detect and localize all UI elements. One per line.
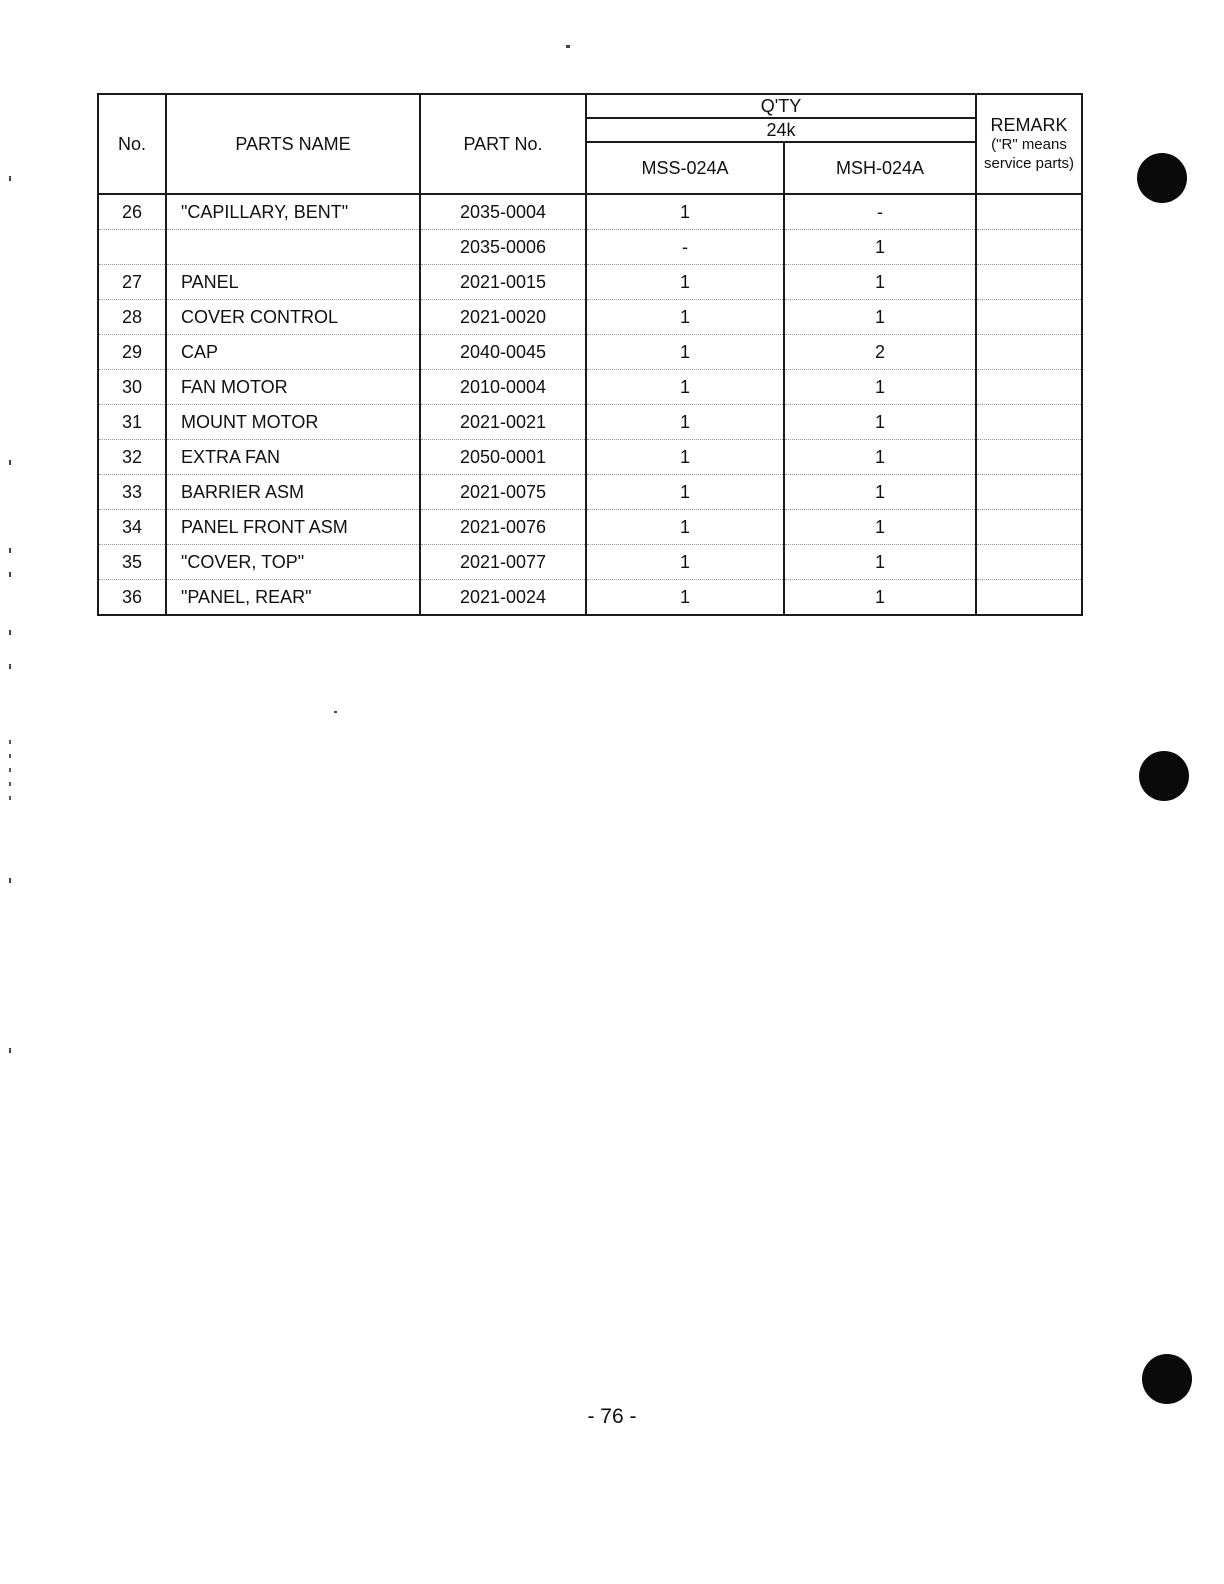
table-row bbox=[98, 405, 1082, 440]
cell-qty-mss: 1 bbox=[586, 335, 784, 370]
cell-no bbox=[98, 230, 166, 265]
table-row bbox=[98, 580, 1082, 616]
cell-qty-msh: 1 bbox=[784, 545, 976, 580]
cell-remark bbox=[976, 300, 1082, 335]
cell-remark bbox=[976, 405, 1082, 440]
cell-parts-name: PANEL FRONT ASM bbox=[166, 510, 420, 545]
cell-qty-mss: 1 bbox=[586, 475, 784, 510]
scan-speck bbox=[9, 630, 11, 635]
cell-qty-msh: 2 bbox=[784, 335, 976, 370]
cell-remark bbox=[976, 194, 1082, 230]
cell-qty-mss: 1 bbox=[586, 265, 784, 300]
cell-parts-name: "COVER, TOP" bbox=[166, 545, 420, 580]
cell-qty-mss: - bbox=[586, 230, 784, 265]
table-row bbox=[98, 265, 1082, 300]
cell-no: 26 bbox=[98, 194, 166, 230]
cell-remark bbox=[976, 580, 1082, 616]
cell-no: 32 bbox=[98, 440, 166, 475]
header-remark bbox=[976, 94, 1082, 194]
cell-parts-name: BARRIER ASM bbox=[166, 475, 420, 510]
cell-qty-msh: - bbox=[784, 194, 976, 230]
cell-remark bbox=[976, 230, 1082, 265]
cell-qty-msh: 1 bbox=[784, 230, 976, 265]
cell-parts-name: "PANEL, REAR" bbox=[166, 580, 420, 616]
scan-speck bbox=[9, 572, 11, 577]
scan-speck bbox=[9, 548, 11, 553]
scan-speck bbox=[9, 176, 11, 181]
cell-remark bbox=[976, 440, 1082, 475]
cell-parts-name: MOUNT MOTOR bbox=[166, 405, 420, 440]
cell-no: 29 bbox=[98, 335, 166, 370]
scan-speck bbox=[9, 1048, 11, 1053]
cell-qty-mss: 1 bbox=[586, 440, 784, 475]
header-model-mss: MSS-024A bbox=[586, 142, 784, 194]
cell-part-no: 2021-0024 bbox=[420, 580, 586, 616]
binder-hole-middle bbox=[1139, 751, 1189, 801]
cell-qty-msh: 1 bbox=[784, 265, 976, 300]
header-qty: Q'TY bbox=[586, 94, 976, 118]
scan-speck bbox=[9, 878, 11, 883]
scan-speck bbox=[9, 460, 11, 465]
header-no: No. bbox=[98, 94, 166, 194]
cell-no: 30 bbox=[98, 370, 166, 405]
cell-qty-mss: 1 bbox=[586, 370, 784, 405]
cell-qty-msh: 1 bbox=[784, 300, 976, 335]
cell-parts-name: FAN MOTOR bbox=[166, 370, 420, 405]
cell-parts-name: COVER CONTROL bbox=[166, 300, 420, 335]
cell-qty-msh: 1 bbox=[784, 580, 976, 616]
cell-part-no: 2035-0006 bbox=[420, 230, 586, 265]
cell-parts-name: PANEL bbox=[166, 265, 420, 300]
cell-qty-mss: 1 bbox=[586, 405, 784, 440]
table-row bbox=[98, 440, 1082, 475]
table-header bbox=[98, 94, 1082, 194]
header-capacity: 24k bbox=[586, 118, 976, 142]
cell-remark bbox=[976, 545, 1082, 580]
cell-qty-msh: 1 bbox=[784, 370, 976, 405]
scan-speck bbox=[9, 740, 11, 800]
cell-qty-msh: 1 bbox=[784, 405, 976, 440]
cell-part-no: 2021-0021 bbox=[420, 405, 586, 440]
table-row bbox=[98, 510, 1082, 545]
cell-parts-name: "CAPILLARY, BENT" bbox=[166, 194, 420, 230]
table-row bbox=[98, 300, 1082, 335]
scan-speck bbox=[9, 664, 11, 669]
cell-remark bbox=[976, 335, 1082, 370]
header-model-msh: MSH-024A bbox=[784, 142, 976, 194]
cell-no: 28 bbox=[98, 300, 166, 335]
cell-no: 27 bbox=[98, 265, 166, 300]
cell-part-no: 2021-0075 bbox=[420, 475, 586, 510]
cell-parts-name bbox=[166, 230, 420, 265]
cell-remark bbox=[976, 510, 1082, 545]
header-parts-name: PARTS NAME bbox=[166, 94, 420, 194]
cell-qty-msh: 1 bbox=[784, 440, 976, 475]
header-remark-title: REMARK bbox=[990, 115, 1068, 135]
cell-qty-mss: 1 bbox=[586, 545, 784, 580]
cell-no: 31 bbox=[98, 405, 166, 440]
binder-hole-top bbox=[1137, 153, 1187, 203]
page-number: - 76 - bbox=[587, 1405, 637, 1428]
cell-qty-msh: 1 bbox=[784, 510, 976, 545]
cell-part-no: 2050-0001 bbox=[420, 440, 586, 475]
cell-part-no: 2021-0076 bbox=[420, 510, 586, 545]
cell-remark bbox=[976, 475, 1082, 510]
header-part-no: PART No. bbox=[420, 94, 586, 194]
cell-remark bbox=[976, 370, 1082, 405]
cell-qty-msh: 1 bbox=[784, 475, 976, 510]
cell-remark bbox=[976, 265, 1082, 300]
cell-qty-mss: 1 bbox=[586, 510, 784, 545]
cell-parts-name: EXTRA FAN bbox=[166, 440, 420, 475]
table-body bbox=[98, 194, 1082, 615]
cell-qty-mss: 1 bbox=[586, 194, 784, 230]
cell-part-no: 2010-0004 bbox=[420, 370, 586, 405]
cell-no: 35 bbox=[98, 545, 166, 580]
cell-no: 36 bbox=[98, 580, 166, 616]
header-remark-note-2: service parts) bbox=[984, 155, 1075, 172]
cell-no: 33 bbox=[98, 475, 166, 510]
table-row bbox=[98, 545, 1082, 580]
parts-list-table bbox=[97, 93, 1083, 616]
table-row bbox=[98, 370, 1082, 405]
table-row bbox=[98, 475, 1082, 510]
header-remark-note-1: ("R" means bbox=[991, 136, 1067, 153]
cell-part-no: 2021-0015 bbox=[420, 265, 586, 300]
cell-no: 34 bbox=[98, 510, 166, 545]
cell-part-no: 2021-0020 bbox=[420, 300, 586, 335]
table-row bbox=[98, 194, 1082, 230]
scan-speck bbox=[566, 45, 570, 48]
cell-qty-mss: 1 bbox=[586, 300, 784, 335]
binder-hole-bottom bbox=[1142, 1354, 1192, 1404]
table-row bbox=[98, 230, 1082, 265]
cell-parts-name: CAP bbox=[166, 335, 420, 370]
scan-speck bbox=[334, 711, 337, 713]
cell-qty-mss: 1 bbox=[586, 580, 784, 616]
cell-part-no: 2021-0077 bbox=[420, 545, 586, 580]
table-row bbox=[98, 335, 1082, 370]
cell-part-no: 2040-0045 bbox=[420, 335, 586, 370]
cell-part-no: 2035-0004 bbox=[420, 194, 586, 230]
